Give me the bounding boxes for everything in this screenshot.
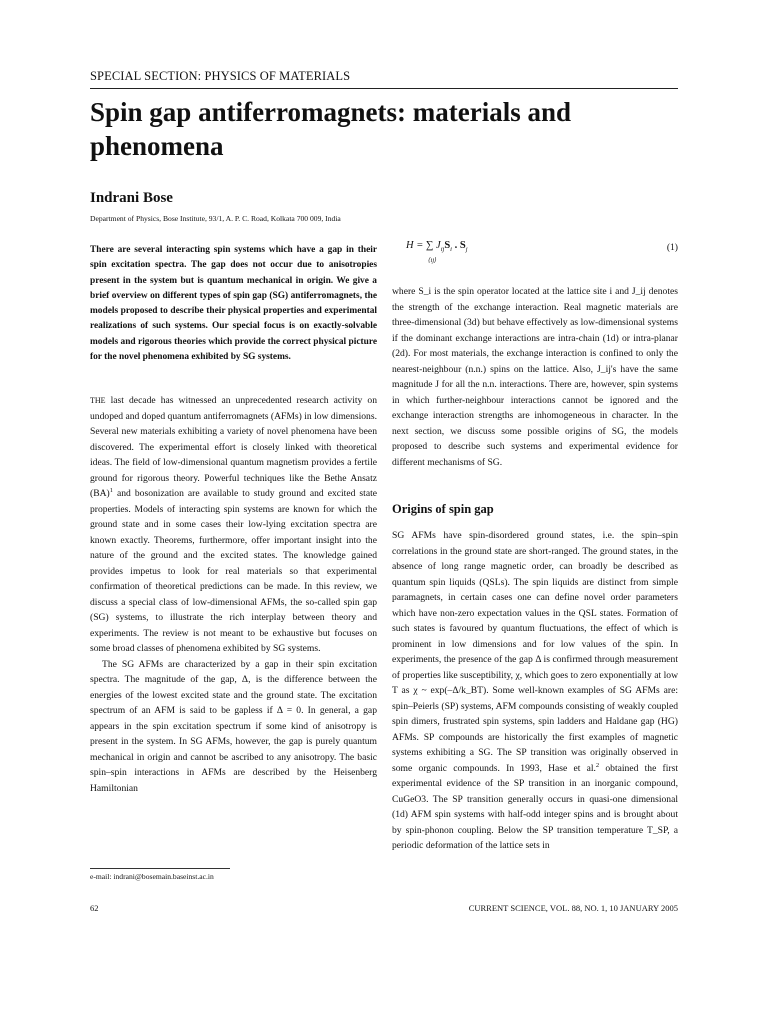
author-email: e-mail: indrani@bosemain.baseinst.ac.in bbox=[90, 872, 214, 881]
author-affiliation: Department of Physics, Bose Institute, 93/1, A. P. C. Road, Kolkata 700 009, India bbox=[90, 214, 341, 223]
hamiltonian-equation bbox=[392, 238, 678, 268]
intro-paragraph-1 bbox=[90, 393, 377, 657]
article-title: Spin gap antiferromagnets: materials and phenomena bbox=[90, 97, 572, 161]
dropcap-word: THE bbox=[90, 396, 106, 405]
footnote-rule bbox=[90, 868, 230, 869]
abstract: There are several interacting spin systems which have a gap in their spin excitation spectra. The gap does not occur due to anisotropies present in the system but is quantum mechanical in origin. We give a brief overview on different types of spin gap (SG) antiferromagnets, the models proposed to describe their physical properties and experimental realizations of such systems. Our special focus is on exactly-solvable models and rigorous theories which provide the correct physical picture for the novel phenomena exhibited by SG systems. bbox=[90, 245, 377, 363]
header-rule bbox=[90, 88, 678, 89]
intro-p1-text: last decade has witnessed an unprecedented research activity on undoped and doped quantum antiferromagnets (AFMs) in low dimensions. Several new materials exhibiting a variety of novel phenomena have been discovered. The experimental effort is closely linked with theoretical ideas. The field of low-dimensional quantum magnetism provides a fertile ground for rigorous theory. Powerful techniques like the Bethe Ansatz (BA) bbox=[90, 395, 377, 499]
journal-citation: CURRENT SCIENCE, VOL. 88, NO. 1, 10 JANUARY 2005 bbox=[468, 903, 678, 913]
citation-1: 1 bbox=[109, 486, 113, 494]
right-column-paragraph-2 bbox=[392, 528, 678, 854]
section-header: SPECIAL SECTION: PHYSICS OF MATERIALS bbox=[90, 69, 351, 83]
right-p2-text: SG AFMs have spin-disordered ground states, i.e. the spin–spin correlations in the ground state are short-ranged. The ground states, in the absence of long range magnetic order, can broadly be described as quantum spin liquids (QSLs). The spin liquids are distinct from simple paramagnets, in certain cases one can define novel order parameters which have non-zero expectation values in the QSL states. Formation of such states is favoured by quantum fluctuations, the effect of which is prominent in low dimensions and for low values of the spin. In experiments, the presence of the gap Δ is confirmed through measurement of properties like susceptibility, χ, which goes to zero exponentially at low T as χ ~ exp(–Δ/k_BT). Some well-known examples of SG AFMs are: spin–Peierls (SP) systems, AFM compounds consisting of weakly coupled spin dimers, frustrated spin systems, spin ladders and Haldane gap (HG) AFMs. SP compounds are historically the first examples of magnetic systems exhibiting a SG. The SP transition was originally observed in some organic compounds. In 1993, Hase et al. bbox=[392, 530, 678, 774]
equation-body: H = ∑ $J_{ij}S_i$ . $S_j$ bbox=[406, 240, 468, 254]
page-number: 62 bbox=[90, 903, 99, 913]
author-name: Indrani Bose bbox=[90, 190, 173, 206]
right-p2-rest: obtained the first experimental evidence of the SP transition in an inorganic compound, CuGeO3. The SP transition generally occurs in quasi-one dimensional (1d) AFM spin systems with half-odd integer spins and is brought about by spin-phonon coupling. Below the SP transition temperature T_SP, a periodic deformation of the lattice sets in bbox=[392, 762, 678, 851]
introduction-text bbox=[90, 393, 377, 796]
summation-index: ⟨ij⟩ bbox=[428, 257, 437, 264]
intro-paragraph-2: The SG AFMs are characterized by a gap in their spin excitation spectra. The magnitude of the gap, Δ, is the difference between the energies of the lowest excited state and the ground state. The excitation spectrum of an AFM is said to be gapless if Δ = 0. In general, a gap appears in the spin excitation spectrum if some kind of anisotropy is present in the system. In SG AFMs, however, the gap is purely quantum mechanical in origin and cannot be ascribed to any anisotropy. The basic spin–spin interactions in AFMs are described by the Heisenberg Hamiltonian bbox=[90, 658, 377, 794]
citation-2: 2 bbox=[595, 761, 600, 769]
equation-number: (1) bbox=[666, 242, 678, 253]
section-heading: Origins of spin gap bbox=[392, 502, 494, 516]
intro-p1-rest: and bosonization are available to study ground and excited state properties. Models of interacting spin systems are known for which the ground state and in some cases their low-lying excitation spectra are known exactly. Theorems, furthermore, offer important insight into the nature of the ground and the excited states. The knowledge gained provides impetus to look for real materials so that experimental confirmation of theoretical predictions can be made. In this review, we discuss a special class of low-dimensional AFMs, the so-called spin gap (SG) systems, to illustrate the rich interplay between theory and experiments. The review is not meant to be exhaustive but focuses on some broad classes of phenomena exhibited by SG systems. bbox=[90, 488, 377, 654]
right-column-paragraph-1: where S_i is the spin operator located at the lattice site i and J_ij denotes the strength of the exchange interaction. Real magnetic materials are three-dimensional (3d) but behave effectively as low-dimensional systems if the dominant exchange interactions are intra-chain (1d) or intra-planar (2d). For most materials, the exchange interaction is confined to only the nearest-neighbour (n.n.) spins on the lattice. Also, J_ij's have the same magnitude J for all the n.n. interactions. There are, however, spin systems in which further-neighbour interactions cannot be ignored and the exchange interaction strengths are inhomogeneous in character. In the next section, we discuss some possible origins of SG, the models proposed to describe such systems and experimental evidence for different mechanisms of SG. bbox=[392, 286, 678, 468]
